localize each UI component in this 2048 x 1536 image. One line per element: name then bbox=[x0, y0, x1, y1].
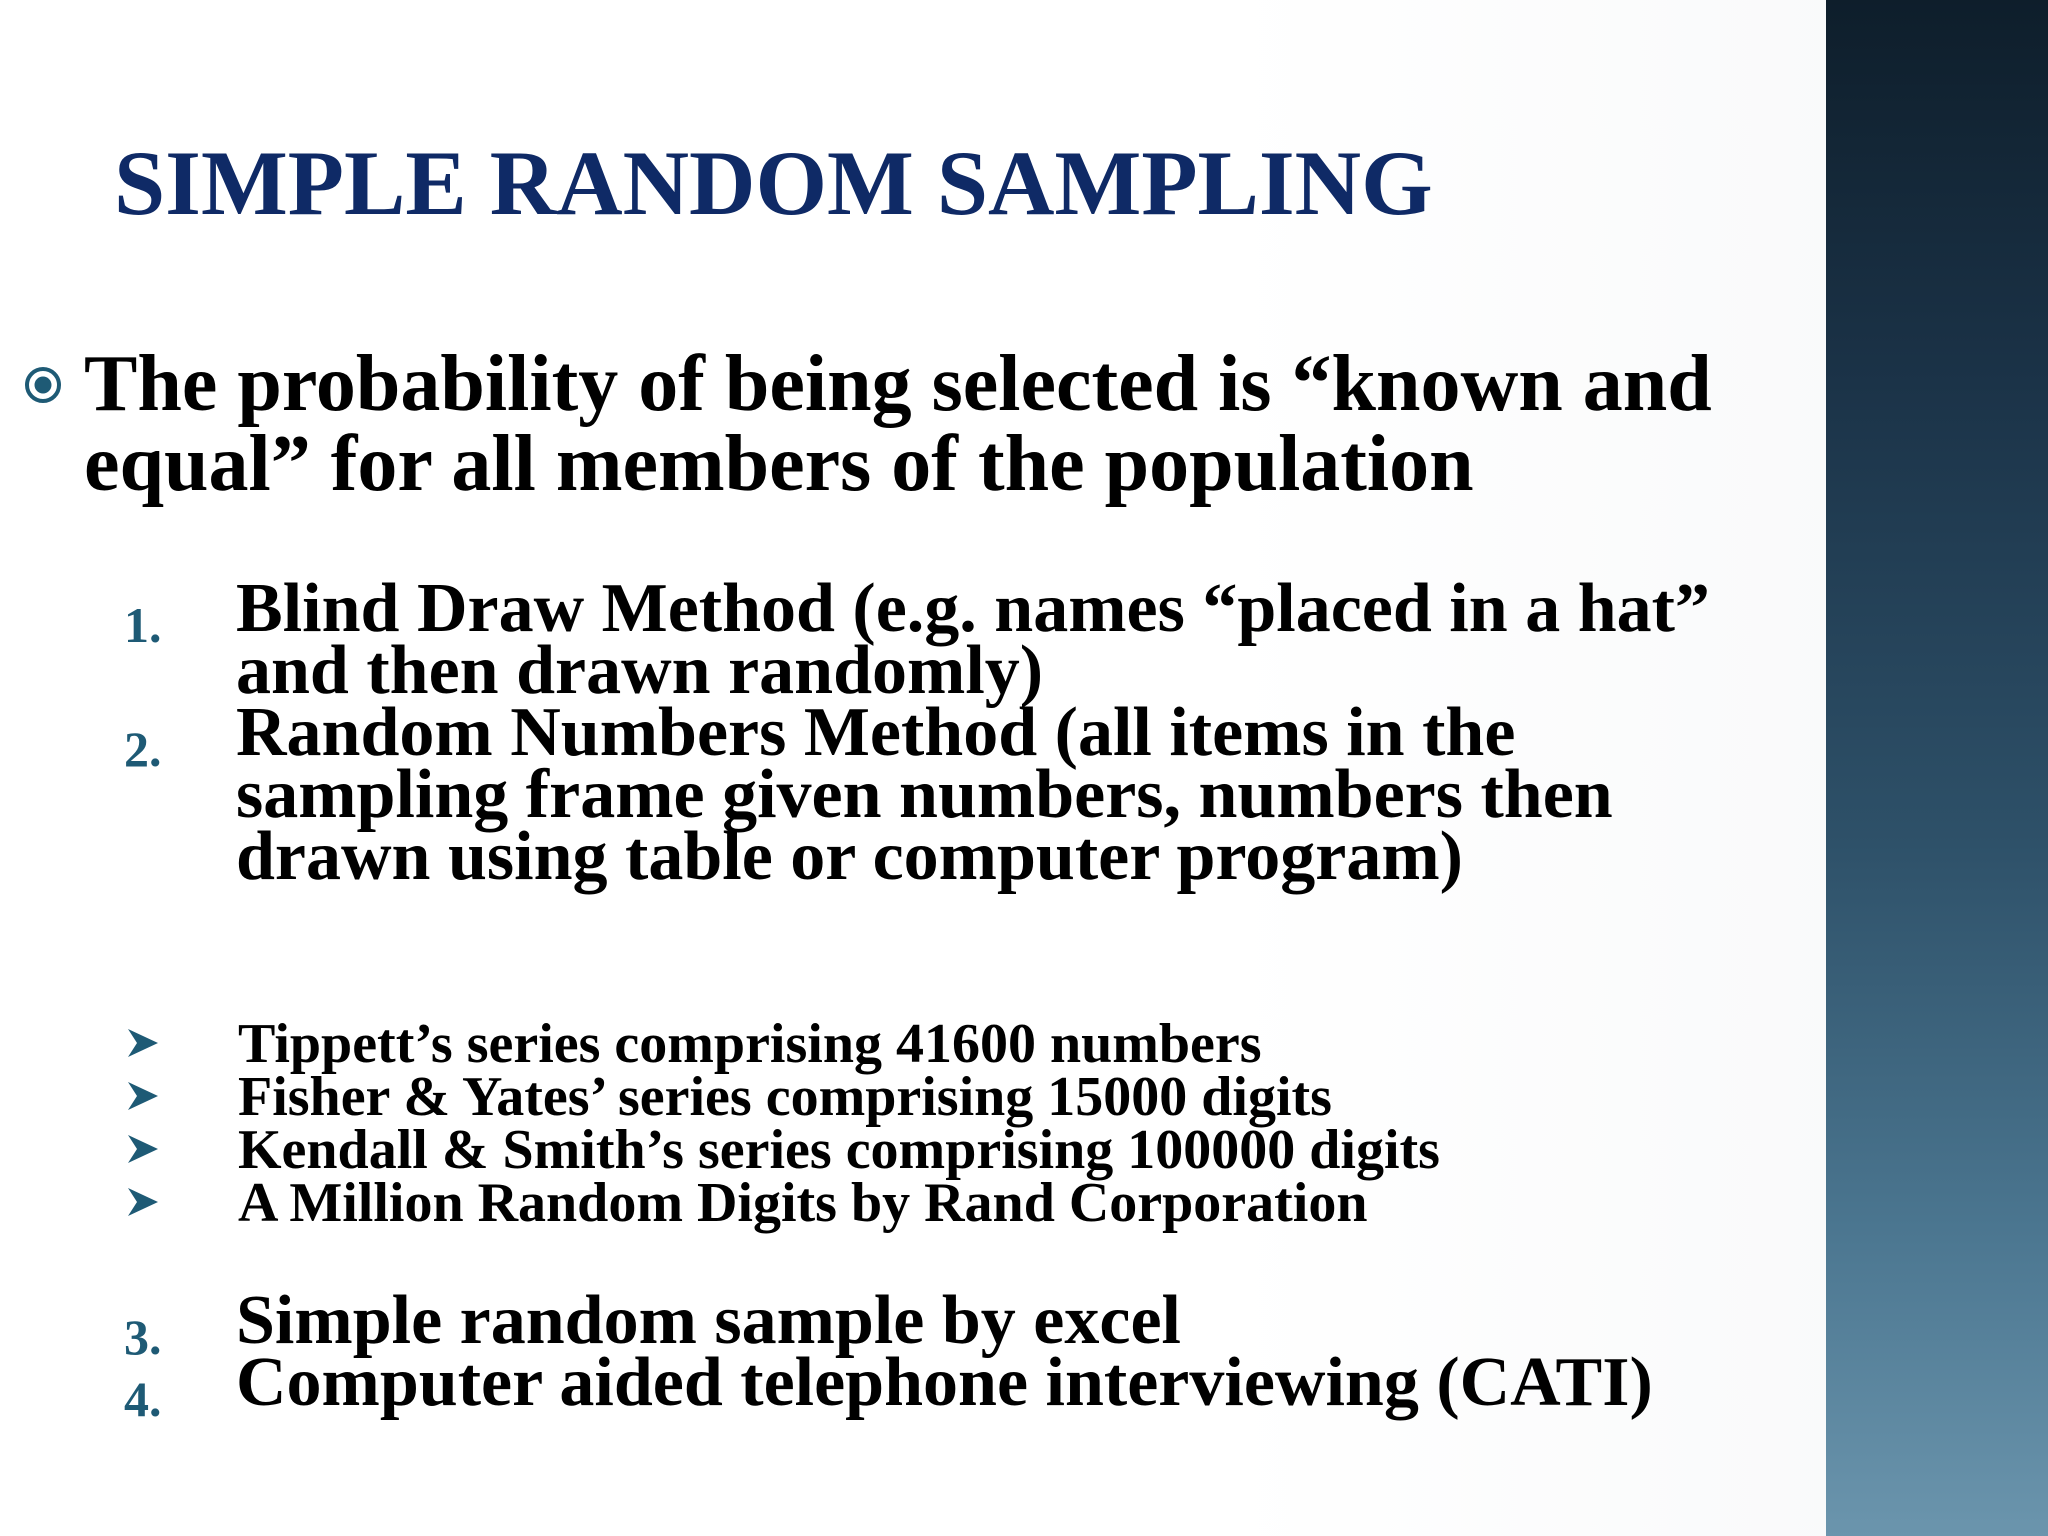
arrowhead-icon bbox=[126, 1185, 160, 1219]
list-item-text: Tippett’s series comprising 41600 numbers bbox=[238, 1013, 1262, 1075]
method-number: 3. bbox=[124, 1309, 162, 1365]
method-number: 1. bbox=[124, 597, 162, 653]
arrowhead-icon bbox=[126, 1132, 160, 1166]
arrowhead-icon bbox=[126, 1026, 160, 1060]
method-number: 4. bbox=[124, 1371, 162, 1427]
list-item-text: A Million Random Digits by Rand Corporation bbox=[238, 1172, 1368, 1234]
list-item-text: Kendall & Smith’s series comprising 100000 digits bbox=[238, 1119, 1440, 1181]
method-text: Computer aided telephone interviewing (CATI) bbox=[236, 1344, 1653, 1421]
method-text: Simple random sample by excel bbox=[236, 1282, 1181, 1359]
circled-dot-icon bbox=[24, 366, 62, 404]
arrowhead-icon bbox=[126, 1079, 160, 1113]
slide-title: SIMPLE RANDOM SAMPLING bbox=[114, 132, 1433, 234]
side-decoration-panel bbox=[1826, 0, 2048, 1536]
list-item-text: Fisher & Yates’ series comprising 15000 digits bbox=[238, 1066, 1332, 1128]
method-text: Random Numbers Method (all items in the sampling frame given numbers, numbers then drawn using table or computer program) bbox=[236, 694, 1613, 895]
main-bullet-text: The probability of being selected is “known and equal” for all members of the population bbox=[84, 340, 1712, 508]
method-text: Blind Draw Method (e.g. names “placed in a hat” and then drawn randomly) bbox=[236, 570, 1710, 709]
method-number: 2. bbox=[124, 721, 162, 777]
